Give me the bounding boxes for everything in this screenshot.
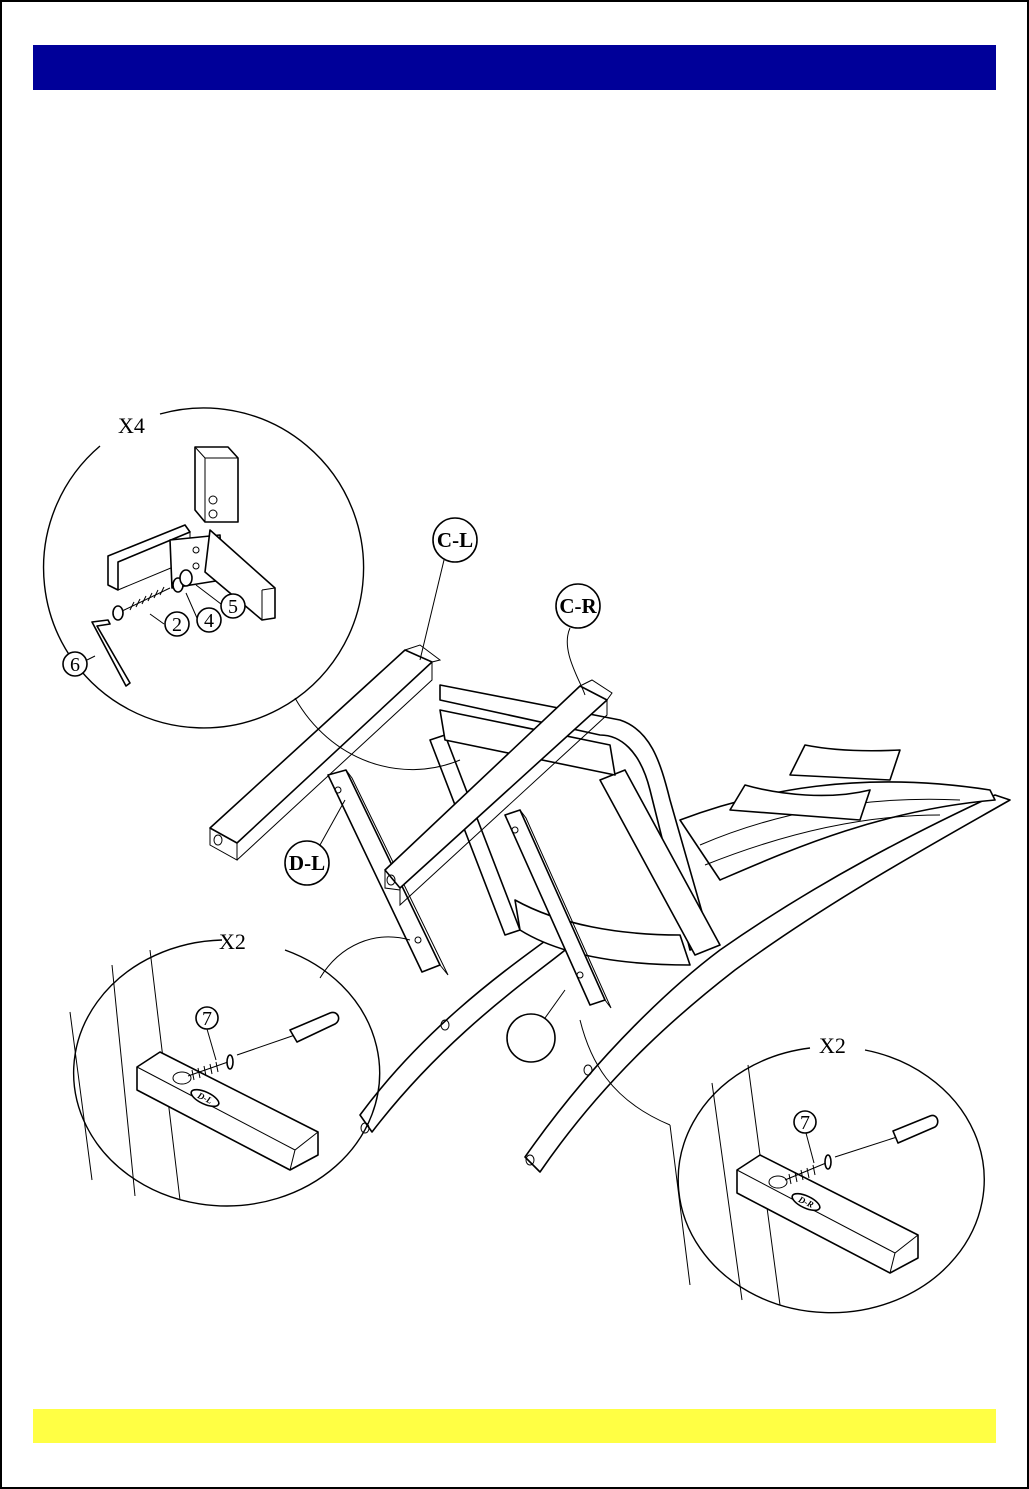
detail-x2-left	[70, 929, 380, 1206]
svg-text:5: 5	[228, 596, 238, 618]
detail-x4	[44, 408, 364, 728]
seat-slat-back	[790, 745, 900, 780]
svg-text:6: 6	[70, 654, 80, 676]
svg-text:2: 2	[172, 614, 182, 636]
detail-screwdriver-left	[237, 1035, 295, 1055]
svg-text:D-R: D-R	[796, 1194, 816, 1210]
svg-text:7: 7	[202, 1008, 212, 1030]
svg-text:D-L: D-L	[288, 851, 326, 875]
arm-rest-right	[385, 686, 607, 888]
svg-text:7: 7	[800, 1112, 810, 1134]
detail-barrel-nut	[180, 570, 192, 586]
detail-x2-left-board	[137, 1052, 318, 1170]
reference-circle	[507, 1014, 555, 1062]
arm-rest-left	[210, 650, 432, 843]
svg-text:C-L: C-L	[436, 528, 474, 552]
svg-text:C-R: C-R	[559, 594, 597, 618]
svg-text:D-L: D-L	[196, 1090, 214, 1106]
detail-x2-left-circle	[74, 940, 380, 1206]
chair-assembly	[210, 518, 1010, 1172]
svg-text:4: 4	[204, 610, 214, 632]
detail-x2-right-multiplier: X2	[819, 1033, 846, 1058]
detail-screwdriver-right	[835, 1137, 897, 1157]
detail-x2-right-board	[737, 1155, 918, 1273]
detail-x2-left-multiplier: X2	[219, 929, 246, 954]
detail-x4-multiplier: X4	[118, 413, 145, 438]
detail-allen-key	[92, 620, 130, 686]
detail-x2-right-circle	[678, 1048, 984, 1313]
detail-x2-right	[670, 1033, 984, 1313]
detail-bolt	[120, 588, 170, 612]
